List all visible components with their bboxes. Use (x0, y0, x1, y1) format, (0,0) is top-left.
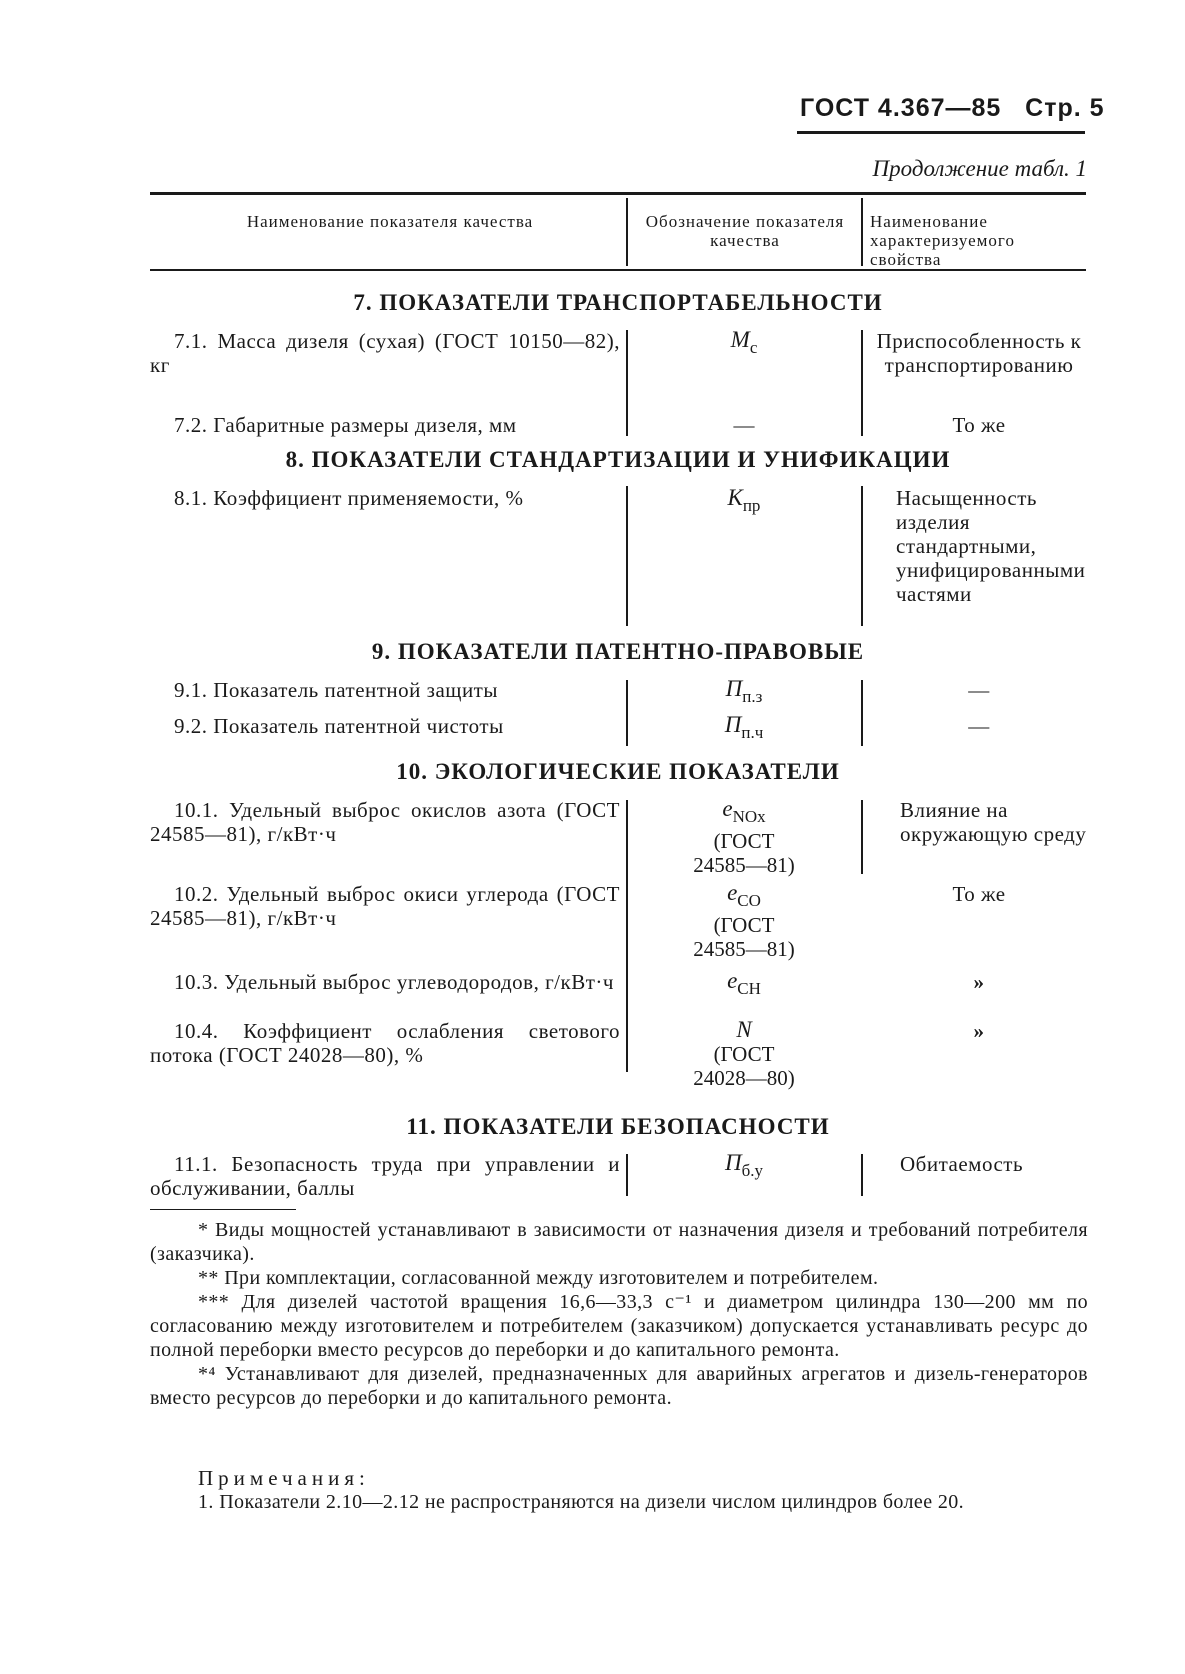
row-7-2-property: То же (952, 413, 1006, 437)
row-10-1-property: Влияние на окружающую среду (900, 798, 1087, 846)
row-7-2-symbol: — (733, 413, 755, 437)
divider (626, 800, 628, 1072)
table-top-rule (150, 192, 1086, 195)
row-10-3-symbol: $е_{CH}$ (727, 968, 761, 998)
row-8-1-property: Насыщенность изделия стандартными, унифицированными частями (896, 486, 1086, 606)
row-10-4-property: » (973, 1019, 985, 1043)
row-9-2-property: — (968, 714, 990, 738)
footnote: *** Для дизелей частотой вращения 16,6—33,3 с⁻¹ и диаметром цилиндра 130—200 мм по согласованию между изготовителем и потребителем (заказчиком) допускается устанавливать ресурс до полной переборки вместо ресурсов до переборки и до капитального ремонта. (150, 1291, 1088, 1361)
footnote-separator (150, 1209, 296, 1210)
page-header (800, 94, 1105, 123)
row-8-1-symbol: $К_{пр}$ (727, 485, 761, 515)
page-number: Стр. 5 (1025, 94, 1105, 122)
divider (861, 800, 863, 874)
row-8-1-name: 8.1. Коэффициент применяемости, % (174, 486, 524, 510)
row-9-2-name: 9.2. Показатель патентной чистоты (174, 714, 504, 738)
row-10-4-symbol: N (ГОСТ 24028—80) (693, 1017, 795, 1090)
footnote: ** При комплектации, согласованной между изготовителем и потребителем. (198, 1267, 879, 1289)
column-header-symbol: Обозначение показателя качества (645, 212, 845, 250)
footnotes (150, 1218, 1088, 1410)
row-10-1-name: 10.1. Удельный выброс окислов азота (ГОСТ 24585—81), г/кВт·ч (150, 798, 620, 846)
row-10-2-name: 10.2. Удельный выброс окиси углерода (ГОСТ 24585—81), г/кВт·ч (150, 882, 620, 930)
footnote: * Виды мощностей устанавливают в зависимости от назначения дизеля и требований потребителя (заказчика). (150, 1219, 1088, 1265)
row-10-4-name: 10.4. Коэффициент ослабления светового потока (ГОСТ 24028—80), % (150, 1019, 620, 1067)
divider (626, 486, 628, 626)
divider (626, 330, 628, 436)
divider (626, 680, 628, 746)
section-title: 9. ПОКАЗАТЕЛИ ПАТЕНТНО-ПРАВОВЫЕ (371, 639, 865, 664)
row-10-2-symbol: $е_{CO}$ (ГОСТ 24585—81) (693, 880, 795, 961)
row-7-1-name: 7.1. Масса дизеля (сухая) (ГОСТ 10150—82), кг (150, 329, 620, 377)
row-9-1-property: — (968, 678, 990, 702)
divider (861, 1154, 863, 1196)
notes-list (150, 1490, 1088, 1514)
header-divider-2 (861, 198, 863, 266)
table-continuation-label: Продолжение табл. 1 (872, 156, 1087, 181)
row-10-3-name: 10.3. Удельный выброс углеводородов, г/кВт·ч (174, 970, 614, 994)
row-11-1-name: 11.1. Безопасность труда при управлении и обслуживании, баллы (150, 1152, 620, 1200)
divider (861, 486, 863, 626)
row-9-2-symbol: $П_{п.ч}$ (724, 712, 764, 742)
divider (626, 1154, 628, 1196)
divider (861, 680, 863, 746)
row-7-2-name: 7.2. Габаритные размеры дизеля, мм (174, 413, 517, 437)
table-header-rule (150, 269, 1086, 271)
header-underline (797, 131, 1085, 134)
notes-heading: Примечания: (198, 1466, 370, 1490)
section-title: 11. ПОКАЗАТЕЛИ БЕЗОПАСНОСТИ (406, 1114, 830, 1139)
row-11-1-property: Обитаемость (900, 1152, 1024, 1176)
column-header-name: Наименование показателя качества (246, 212, 534, 231)
row-7-1-property: Приспособленность к транспортированию (876, 329, 1082, 377)
row-7-1-symbol: $М_с$ (730, 327, 758, 357)
header-divider-1 (626, 198, 628, 266)
divider (861, 330, 863, 436)
section-title: 7. ПОКАЗАТЕЛИ ТРАНСПОРТАБЕЛЬНОСТИ (353, 290, 883, 315)
section-title: 10. ЭКОЛОГИЧЕСКИЕ ПОКАЗАТЕЛИ (396, 759, 840, 784)
row-9-1-name: 9.1. Показатель патентной защиты (174, 678, 498, 702)
document-id: ГОСТ 4.367—85 (800, 94, 1002, 122)
row-10-1-symbol: $е_{NOx}$ (ГОСТ 24585—81) (693, 796, 795, 877)
footnote: *⁴ Устанавливают для дизелей, предназначенных для аварийных агрегатов и дизель-генераторов вместо ресурсов до переборки и до капитального ремонта. (150, 1363, 1088, 1409)
row-9-1-symbol: $П_{п.з}$ (725, 676, 763, 706)
row-10-2-property: То же (952, 882, 1006, 906)
row-11-1-symbol: $П_{б.у}$ (724, 1150, 764, 1180)
section-title: 8. ПОКАЗАТЕЛИ СТАНДАРТИЗАЦИИ И УНИФИКАЦИИ (285, 447, 951, 472)
note-item: 1. Показатели 2.10—2.12 не распространяются на дизели числом цилиндров более 20. (198, 1491, 965, 1513)
column-header-property: Наименование характеризуемого свойства (870, 212, 1015, 269)
row-10-3-property: » (973, 970, 985, 994)
